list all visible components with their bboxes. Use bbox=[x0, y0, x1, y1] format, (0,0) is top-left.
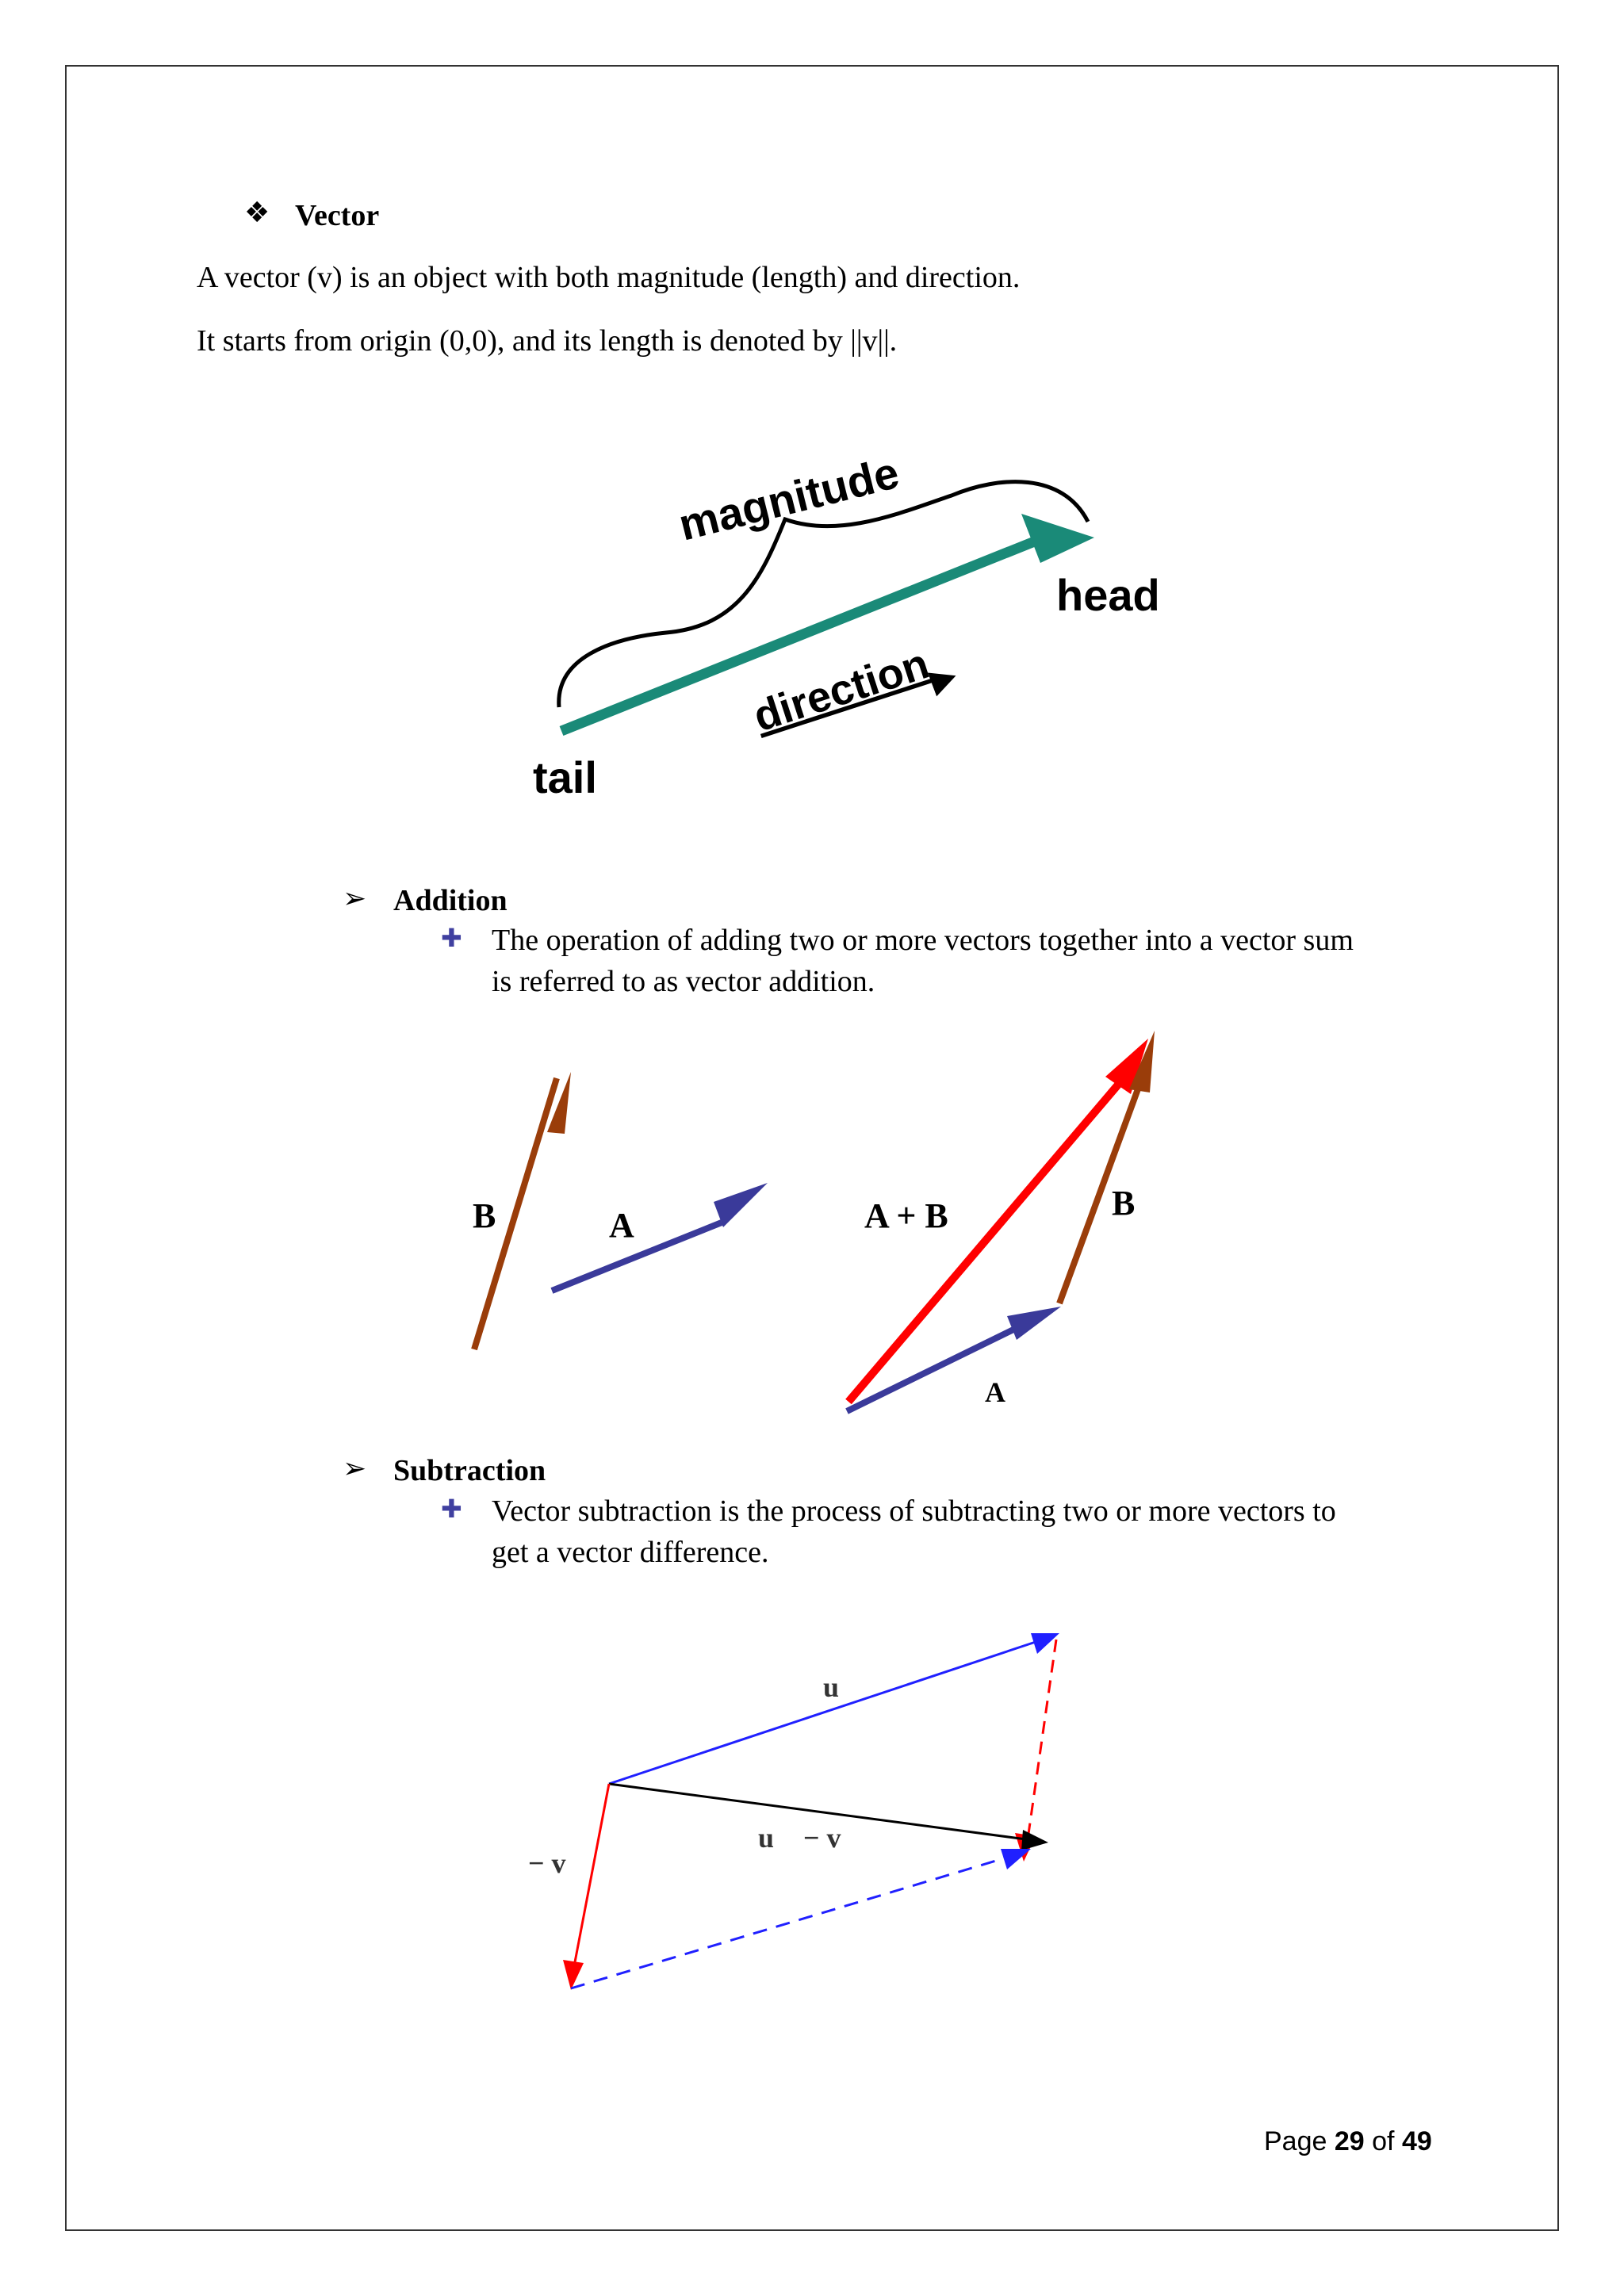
page-prefix: Page bbox=[1264, 2126, 1335, 2156]
dashed-red-segment bbox=[1028, 1640, 1056, 1839]
tail-label: tail bbox=[533, 752, 597, 802]
diamond-bullet-icon: ❖ bbox=[244, 197, 270, 229]
vector-addition-diagram bbox=[444, 1015, 1205, 1427]
vector-u-shaft bbox=[609, 1642, 1036, 1784]
cross-bullet-icon: ✚ bbox=[441, 923, 462, 953]
vector-a-left-head bbox=[714, 1183, 768, 1227]
page-number bbox=[1264, 2126, 1432, 2157]
addition-text-line1: The operation of adding two or more vectors together into a vector sum bbox=[492, 924, 1354, 957]
vector-sum-label: A + B bbox=[864, 1196, 948, 1235]
vector-subtraction-diagram bbox=[508, 1617, 1078, 2014]
vector-a-right-head bbox=[1007, 1307, 1061, 1340]
vector-arrow-head bbox=[1021, 514, 1094, 563]
vector-a-left-label: A bbox=[609, 1206, 634, 1245]
vector-diff-label: u⃗ − v⃗ bbox=[758, 1822, 864, 1854]
direction-arrow-icon bbox=[944, 678, 950, 680]
vector-b-left-label: B bbox=[473, 1196, 496, 1235]
arrow-bullet-icon: ➢ bbox=[343, 882, 367, 915]
section-title-addition: Addition bbox=[393, 884, 508, 917]
vector-a-right-label: A bbox=[985, 1376, 1005, 1408]
vector-b-right-label: B bbox=[1112, 1184, 1136, 1223]
dashed-blue-head bbox=[1001, 1849, 1031, 1869]
cross-bullet-icon-2: ✚ bbox=[441, 1494, 462, 1524]
vector-diff-head bbox=[1021, 1830, 1048, 1850]
vector-definition-line2: It starts from origin (0,0), and its length is denoted by ||v||. bbox=[197, 324, 898, 358]
subtraction-text-line2: get a vector difference. bbox=[492, 1536, 769, 1569]
vector-neg-v-label: − v⃗ bbox=[528, 1847, 588, 1879]
arrow-bullet-icon-2: ➢ bbox=[343, 1452, 367, 1485]
vector-u-label: u⃗ bbox=[823, 1671, 862, 1703]
dashed-blue-segment bbox=[571, 1858, 1004, 1988]
addition-text-line2: is referred to as vector addition. bbox=[492, 965, 875, 998]
section-title-subtraction: Subtraction bbox=[393, 1454, 546, 1487]
page-mid: of bbox=[1364, 2126, 1402, 2156]
page-total: 49 bbox=[1401, 2126, 1432, 2156]
subtraction-text-line1: Vector subtraction is the process of subtracting two or more vectors to bbox=[492, 1494, 1336, 1528]
page-current: 29 bbox=[1334, 2126, 1365, 2156]
direction-label: direction bbox=[748, 639, 935, 741]
magnitude-label: magnitude bbox=[673, 447, 904, 550]
vector-a-left-shaft bbox=[552, 1223, 722, 1291]
section-title-vector: Vector bbox=[295, 199, 380, 232]
vector-definition-line1: A vector (v) is an object with both magnitude (length) and direction. bbox=[197, 261, 1021, 294]
vector-diagram bbox=[508, 420, 1189, 817]
head-label: head bbox=[1056, 570, 1160, 620]
